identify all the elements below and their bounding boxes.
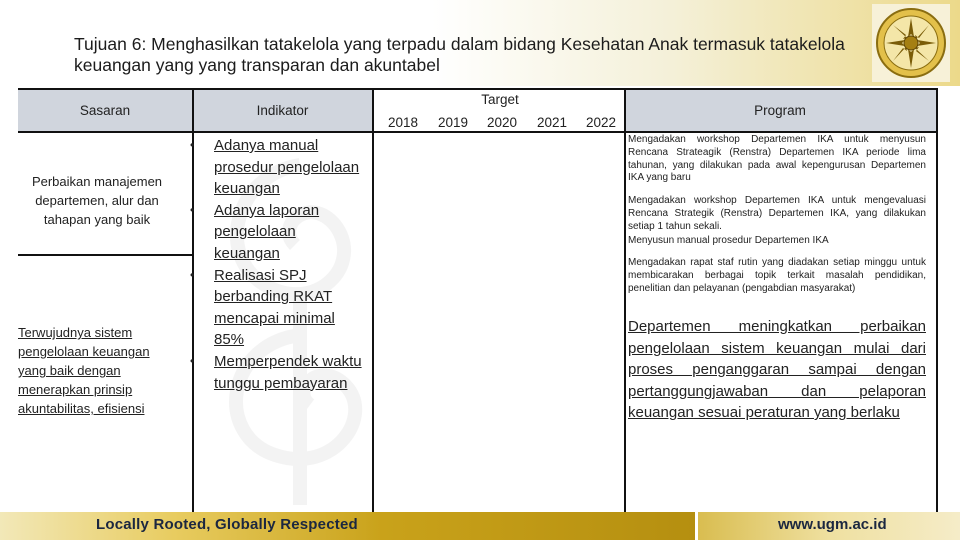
indikator-text: Adanya manual prosedur pengelolaan keuangan bbox=[214, 137, 360, 198]
sasaran-cell-1: Perbaikan manajemen departemen, alur dan tahapan yang baik bbox=[31, 174, 163, 227]
title-line-2: keuangan yang yang transparan dan akuntabel bbox=[74, 55, 440, 75]
slide-title bbox=[74, 34, 884, 76]
indikator-item bbox=[188, 265, 364, 351]
row-divider bbox=[18, 254, 192, 256]
header-year-2021: 2021 bbox=[536, 115, 568, 130]
bullet-icon: • bbox=[190, 353, 195, 368]
bullet-icon: • bbox=[190, 267, 195, 282]
indikator-text: Adanya laporan pengelolaan keuangan bbox=[214, 201, 320, 262]
ugm-emblem-icon bbox=[872, 4, 950, 82]
header-bottom-rule bbox=[18, 131, 938, 133]
header-top-rule bbox=[18, 88, 938, 90]
col-divider-2 bbox=[372, 88, 374, 512]
program-item-4: Mengadakan rapat staf rutin yang diadakan setiap minggu untuk membicarakan berbagai topik terkait masalah pendidikan, penelitian dan pelayanan (pengabdian masyarakat) bbox=[628, 257, 926, 294]
header-year-2022: 2022 bbox=[585, 115, 617, 130]
footer-website: www.ugm.ac.id bbox=[778, 516, 887, 533]
header-indikator: Indikator bbox=[256, 103, 309, 118]
bullet-icon: • bbox=[190, 202, 195, 217]
program-item-finance: Departemen meningkatkan perbaikan pengelolaan sistem keuangan mulai dari proses penganggaran sampai dengan pertanggungjawaban dan pelaporan keuangan sesuai peraturan yang berlaku bbox=[628, 318, 926, 421]
header-target: Target bbox=[481, 92, 519, 107]
header-year-2020: 2020 bbox=[486, 115, 518, 130]
indikator-item bbox=[188, 351, 364, 394]
indikator-text: Realisasi SPJ berbanding RKAT mencapai minimal 85% bbox=[214, 266, 335, 349]
indikator-item bbox=[188, 135, 364, 200]
header-program: Program bbox=[754, 103, 806, 118]
indikator-text: Memperpendek waktu tunggu pembayaran bbox=[214, 352, 362, 392]
indikator-list bbox=[188, 135, 364, 394]
indikator-item bbox=[188, 200, 364, 265]
header-year-2019: 2019 bbox=[437, 115, 469, 130]
col-divider-right bbox=[936, 88, 938, 512]
bullet-icon: • bbox=[190, 138, 195, 152]
program-item-3: Menyusun manual prosedur Departemen IKA bbox=[628, 235, 829, 246]
footer-bar bbox=[0, 512, 960, 540]
col-divider-3 bbox=[624, 88, 626, 512]
program-item-1: Mengadakan workshop Departemen IKA untuk menyusun Rencana Strateagik (Renstra) Departemen IKA periode lima tahunan, yang dilakukan pada awal kepengurusan Departemen IKA yang baru bbox=[628, 134, 926, 184]
footer-tagline: Locally Rooted, Globally Respected bbox=[96, 516, 358, 533]
header-year-2018: 2018 bbox=[387, 115, 419, 130]
sasaran-cell-2: Terwujudnya sistem pengelolaan keuangan yang baik dengan menerapkan prinsip akuntabilitas, efisiensi bbox=[18, 325, 150, 416]
title-line-1: Tujuan 6: Menghasilkan tatakelola yang terpadu dalam bidang Kesehatan Anak termasuk tatakelola bbox=[74, 34, 845, 54]
header-sasaran: Sasaran bbox=[79, 103, 131, 118]
program-item-2: Mengadakan workshop Departemen IKA untuk mengevaluasi Rencana Strategik (Renstra) Departemen IKA, yang dilakukan setiap 1 tahun sekali. bbox=[628, 195, 926, 232]
